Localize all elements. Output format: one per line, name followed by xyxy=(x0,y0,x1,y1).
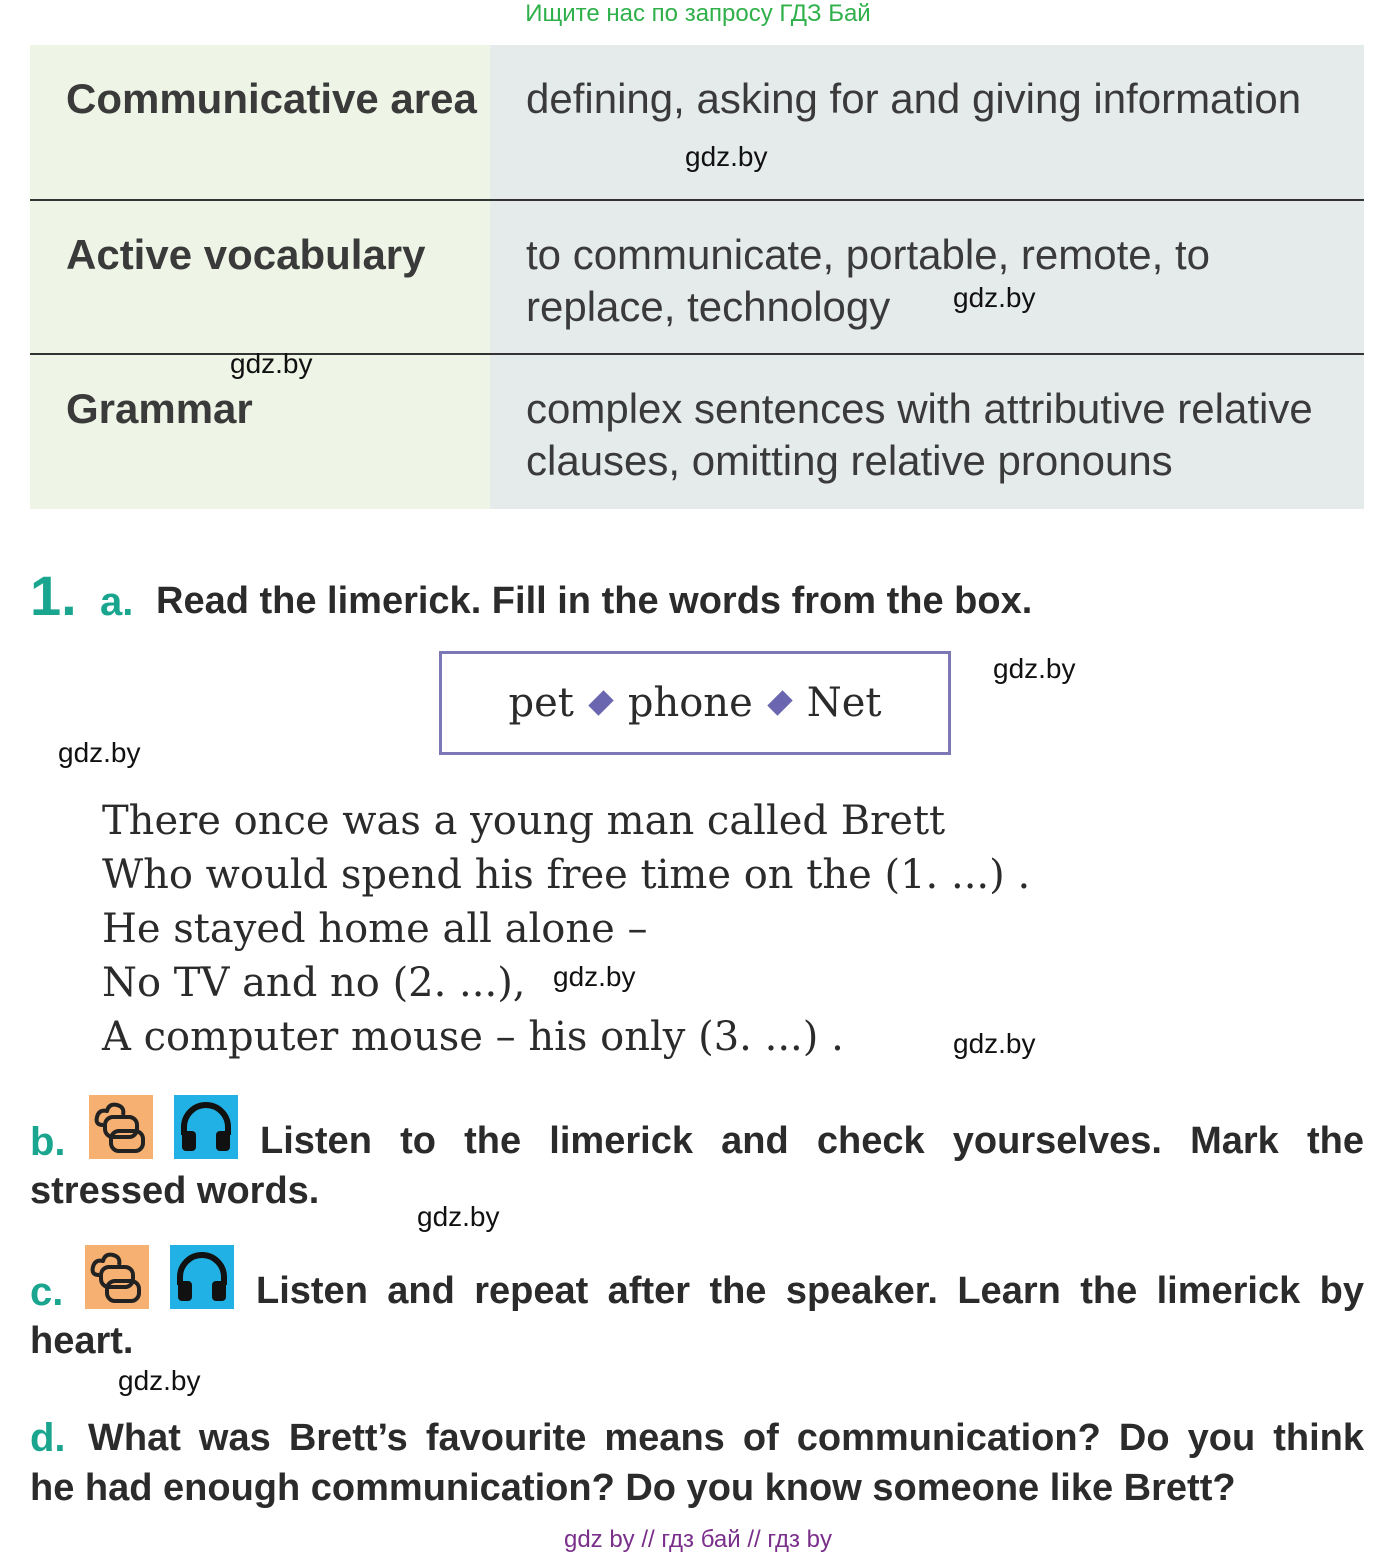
watermark: gdz.by xyxy=(118,1365,201,1396)
word-box xyxy=(439,651,951,755)
box-word: phone xyxy=(627,680,753,726)
objective-row xyxy=(30,201,1364,353)
task-letter-b: b. xyxy=(30,1120,66,1164)
watermark: gdz.by xyxy=(417,1201,500,1232)
poem-line: There once was a young man called Brett xyxy=(102,798,946,844)
headphones-icon xyxy=(174,1095,238,1159)
box-word: pet xyxy=(508,680,574,726)
group-work-icon xyxy=(89,1095,153,1159)
objective-value: defining, asking for and giving information xyxy=(526,75,1302,122)
task-b-line2: stressed words. xyxy=(30,1170,320,1212)
objective-value: to communicate, portable, remote, to replace, technology xyxy=(526,231,1210,330)
poem-line: A computer mouse – his only (3. ...) . xyxy=(102,1014,844,1060)
objective-label: Communicative area xyxy=(66,75,477,122)
poem-line: No TV and no (2. ...), xyxy=(102,960,526,1006)
headphones-icon xyxy=(170,1245,234,1309)
poem-line: He stayed home all alone – xyxy=(102,906,648,952)
task-b-line1: Listen to the limerick and check yourselves. Mark the xyxy=(260,1120,1364,1162)
watermark: gdz.by xyxy=(993,653,1076,684)
box-word: Net xyxy=(806,680,882,726)
task-letter-c: c. xyxy=(30,1270,64,1314)
footer-note: gdz by // гдз бай // гдз by xyxy=(563,1526,833,1553)
watermark: gdz.by xyxy=(953,282,1036,313)
diamond-icon xyxy=(767,690,792,715)
objective-value: complex sentences with attributive relative clauses, omitting relative pronouns xyxy=(526,385,1313,484)
task-c-line2: heart. xyxy=(30,1320,134,1362)
objective-label: Active vocabulary xyxy=(66,231,426,278)
watermark: gdz.by xyxy=(553,961,636,992)
task-d-line2: he had enough communication? Do you know someone like Brett? xyxy=(30,1467,1236,1509)
diamond-icon xyxy=(588,690,613,715)
task-a-instruction: Read the limerick. Fill in the words from the box. xyxy=(156,580,1033,622)
task-d-line1: What was Brett’s favourite means of communication? Do you think xyxy=(88,1417,1364,1459)
top-note: Ищите нас по запросу ГДЗ Бай xyxy=(525,0,871,27)
task-c-line1: Listen and repeat after the speaker. Learn the limerick by xyxy=(256,1270,1364,1312)
objectives-table xyxy=(30,45,1364,509)
exercise-number: 1. xyxy=(30,564,77,627)
watermark: gdz.by xyxy=(230,348,313,379)
group-work-icon xyxy=(85,1245,149,1309)
watermark: gdz.by xyxy=(685,141,768,172)
objective-label: Grammar xyxy=(66,385,253,432)
watermark: gdz.by xyxy=(58,737,141,768)
task-letter-d: d. xyxy=(30,1416,66,1460)
objective-row xyxy=(30,45,1364,199)
task-letter-a: a. xyxy=(100,580,134,624)
watermark: gdz.by xyxy=(953,1028,1036,1059)
poem-line: Who would spend his free time on the (1. ...) . xyxy=(102,852,1031,898)
